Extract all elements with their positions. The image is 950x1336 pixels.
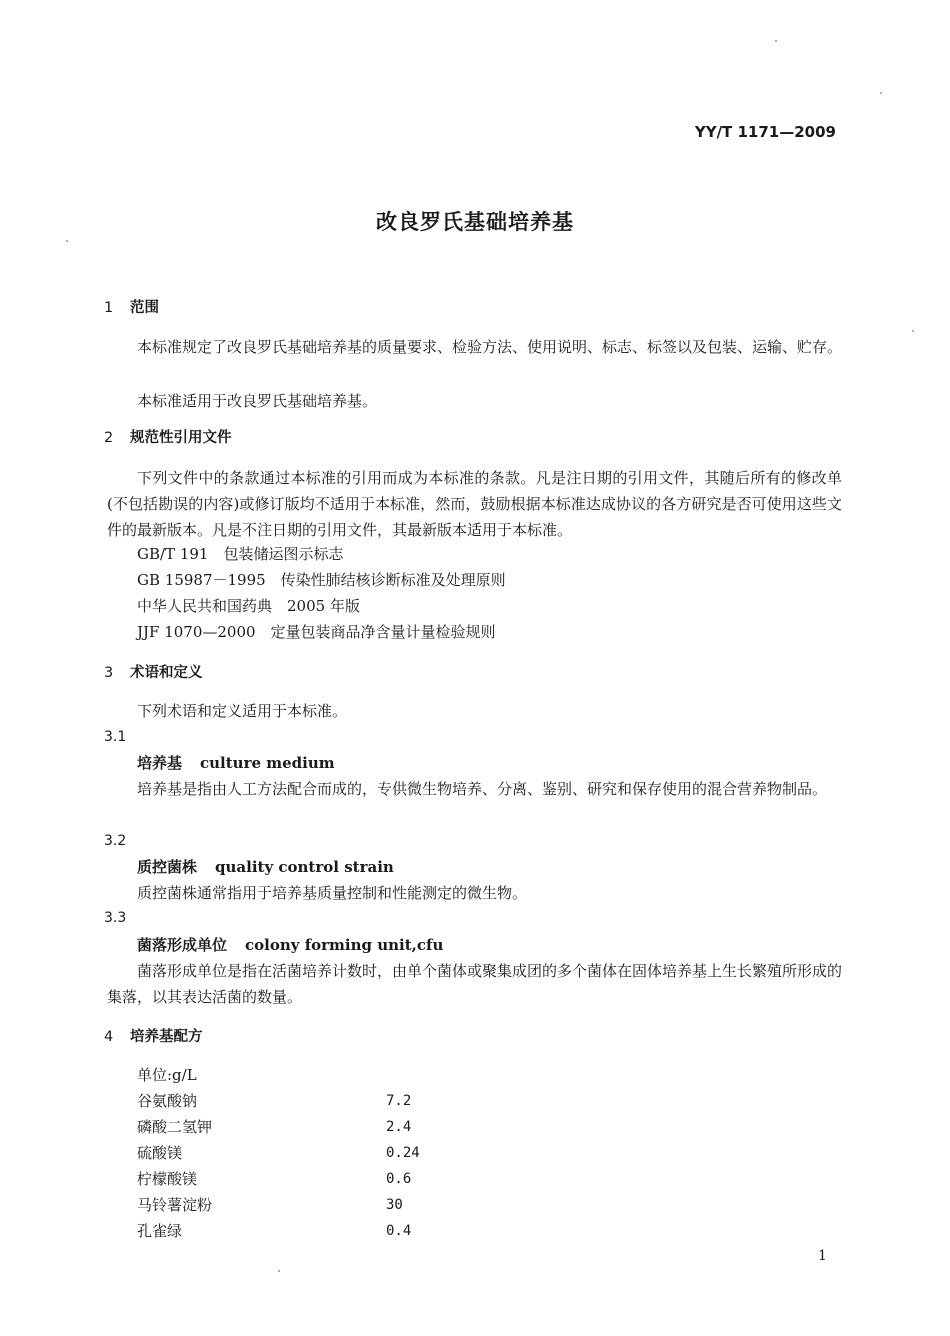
term-entry xyxy=(137,935,443,955)
ingredient-name: 孔雀绿 xyxy=(137,1222,183,1240)
term-en: quality control strain xyxy=(215,858,394,876)
document-code: YY/T 1171—2009 xyxy=(694,123,836,141)
ingredient-value: 30 xyxy=(386,1197,403,1213)
term-definition: 培养基是指由人工方法配合而成的，专供微生物培养、分离、鉴别、研究和保存使用的混合营养物制品。 xyxy=(137,780,828,798)
term-number: 3.1 xyxy=(104,729,127,745)
paragraph: 下列文件中的条款通过本标准的引用而成为本标准的条款。凡是注日期的引用文件，其随后所有的修改单(不包括勘误的内容)或修订版均不适用于本标准，然而，鼓励根据本标准达成协议的各方研究是否可使用这些文件的最新版本。凡是不注日期的引用文件，其最新版本适用于本标准。 xyxy=(107,469,842,539)
term-number: 3.2 xyxy=(104,833,127,849)
term-en: colony forming unit,cfu xyxy=(245,936,444,954)
ingredient-name: 硫酸镁 xyxy=(137,1144,183,1162)
section-title: 培养基配方 xyxy=(130,1029,203,1045)
page-title: 改良罗氏基础培养基 xyxy=(376,210,574,234)
section-heading-3 xyxy=(104,663,203,683)
section-heading-1 xyxy=(104,298,159,318)
ingredient-value: 0.4 xyxy=(386,1223,412,1239)
term-entry xyxy=(137,857,394,877)
term-zh: 质控菌株 xyxy=(137,858,198,876)
term-definition: 菌落形成单位是指在活菌培养计数时，由单个菌体或聚集成团的多个菌体在固体培养基上生长繁殖所形成的集落，以其表达活菌的数量。 xyxy=(107,962,843,1006)
section-title: 规范性引用文件 xyxy=(130,430,232,446)
paragraph: 本标准规定了改良罗氏基础培养基的质量要求、检验方法、使用说明、标志、标签以及包装、运输、贮存。 xyxy=(137,338,843,356)
term-entry xyxy=(137,753,335,773)
ingredient-value: 2.4 xyxy=(386,1119,412,1135)
section-number: 2 xyxy=(104,430,114,446)
paragraph: 本标准适用于改良罗氏基础培养基。 xyxy=(137,392,378,410)
term-zh: 培养基 xyxy=(137,754,183,772)
term-en: culture medium xyxy=(200,754,335,772)
ingredient-value: 0.6 xyxy=(386,1171,412,1187)
ingredient-value: 0.24 xyxy=(386,1145,420,1161)
section-title: 术语和定义 xyxy=(130,665,203,681)
paragraph: 下列术语和定义适用于本标准。 xyxy=(137,702,348,720)
ingredient-name: 柠檬酸镁 xyxy=(137,1170,198,1188)
scan-speck xyxy=(912,330,914,332)
scan-speck xyxy=(880,92,882,94)
term-definition: 质控菌株通常指用于培养基质量控制和性能测定的微生物。 xyxy=(137,884,528,902)
page-number: 1 xyxy=(818,1248,827,1264)
term-number: 3.3 xyxy=(104,910,127,926)
reference-item: JJF 1070—2000 定量包装商品净含量计量检验规则 xyxy=(137,623,496,641)
section-number: 4 xyxy=(104,1029,114,1045)
section-number: 3 xyxy=(104,665,114,681)
section-heading-2 xyxy=(104,428,232,448)
ingredient-value: 7.2 xyxy=(386,1093,412,1109)
term-zh: 菌落形成单位 xyxy=(137,936,228,954)
ingredient-name: 磷酸二氢钾 xyxy=(137,1118,213,1136)
scan-speck xyxy=(66,240,68,242)
scan-speck xyxy=(775,40,777,42)
section-title: 范围 xyxy=(130,300,159,316)
reference-item: GB/T 191 包装储运图示标志 xyxy=(137,545,344,563)
section-heading-4 xyxy=(104,1027,203,1047)
unit-label: 单位:g/L xyxy=(137,1066,197,1084)
ingredient-name: 谷氨酸钠 xyxy=(137,1092,198,1110)
reference-item: GB 15987－1995 传染性肺结核诊断标准及处理原则 xyxy=(137,571,506,589)
ingredient-name: 马铃薯淀粉 xyxy=(137,1196,213,1214)
section-number: 1 xyxy=(104,300,114,316)
reference-item: 中华人民共和国药典 2005 年版 xyxy=(137,597,360,615)
scan-speck xyxy=(278,1270,280,1272)
